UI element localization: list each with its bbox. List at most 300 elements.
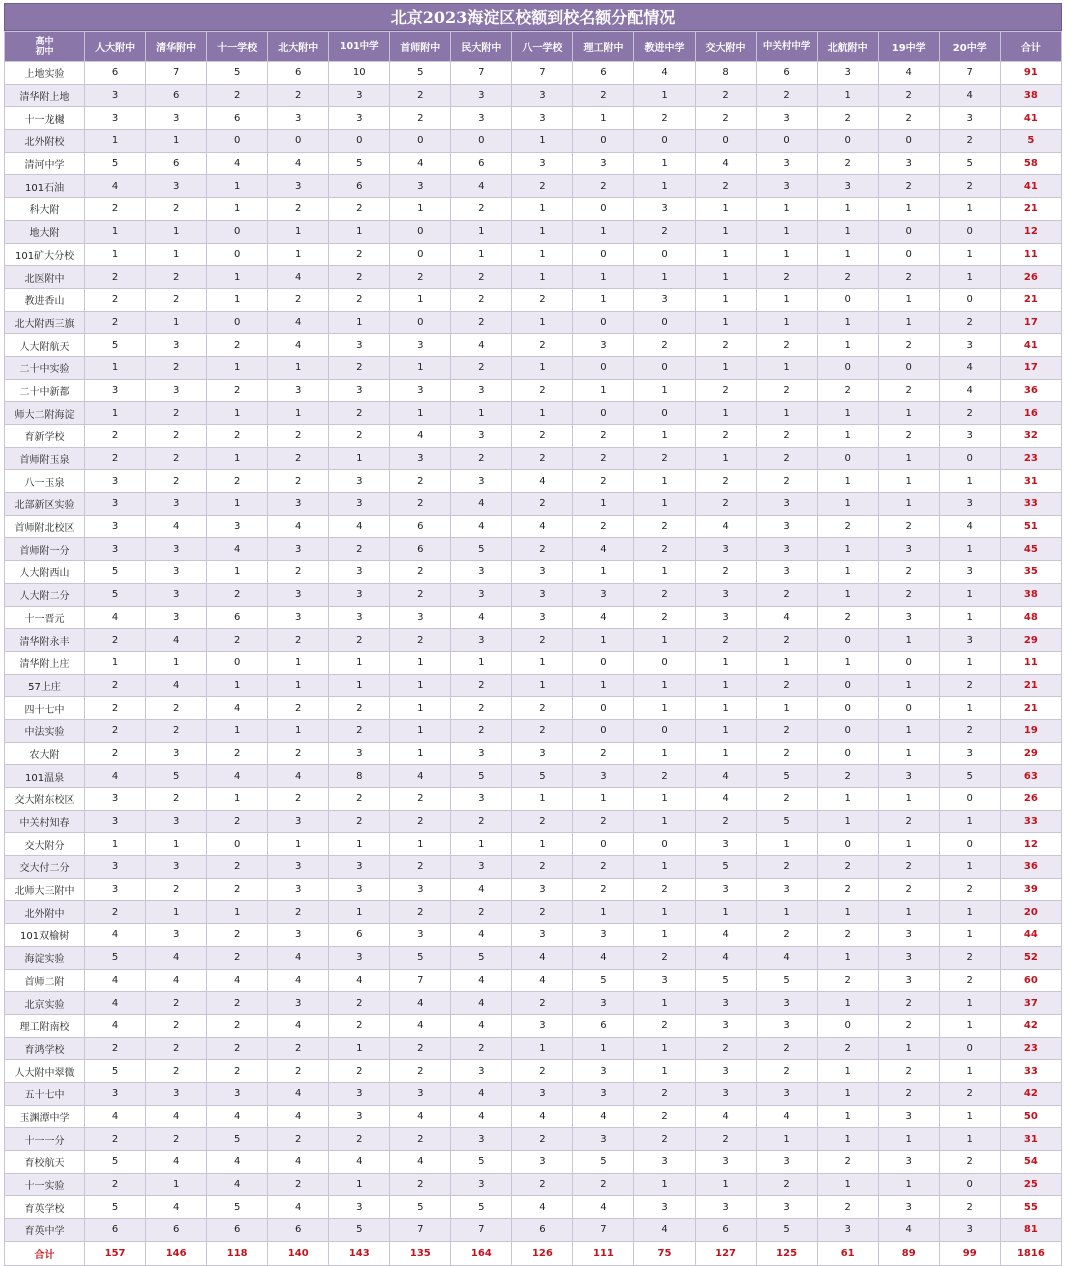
column-total-cell: 143	[329, 1241, 390, 1265]
column-header: 19中学	[878, 32, 939, 62]
quota-cell: 1	[451, 243, 512, 266]
quota-cell: 1	[634, 266, 695, 289]
quota-cell: 1	[573, 629, 634, 652]
quota-cell: 0	[207, 220, 268, 243]
quota-cell: 4	[939, 379, 1000, 402]
quota-cell: 4	[939, 356, 1000, 379]
quota-cell: 0	[817, 674, 878, 697]
column-total-cell: 75	[634, 1241, 695, 1265]
quota-cell: 2	[146, 1014, 207, 1037]
row-total-cell: 11	[1000, 243, 1061, 266]
quota-cell: 2	[695, 561, 756, 584]
quota-cell: 3	[329, 107, 390, 130]
column-total-cell: 111	[573, 1241, 634, 1265]
quota-cell: 4	[146, 946, 207, 969]
quota-cell: 3	[756, 992, 817, 1015]
quota-cell: 3	[268, 810, 329, 833]
quota-cell: 2	[695, 84, 756, 107]
row-total-cell: 44	[1000, 924, 1061, 947]
junior-school-name: 首师附一分	[5, 538, 85, 561]
quota-cell: 3	[146, 107, 207, 130]
quota-cell: 1	[939, 1128, 1000, 1151]
row-total-cell: 26	[1000, 788, 1061, 811]
quota-cell: 1	[695, 288, 756, 311]
table-row	[5, 697, 1062, 720]
quota-cell: 1	[817, 561, 878, 584]
quota-cell: 2	[756, 924, 817, 947]
quota-cell: 2	[451, 266, 512, 289]
quota-cell: 1	[329, 674, 390, 697]
junior-school-name: 人大附航天	[5, 334, 85, 357]
quota-cell: 4	[146, 1151, 207, 1174]
quota-cell: 1	[756, 901, 817, 924]
quota-cell: 3	[329, 84, 390, 107]
quota-cell: 2	[634, 107, 695, 130]
table-row	[5, 175, 1062, 198]
row-total-cell: 29	[1000, 742, 1061, 765]
quota-cell: 1	[207, 356, 268, 379]
quota-cell: 3	[878, 1105, 939, 1128]
junior-school-name: 北大附西三旗	[5, 311, 85, 334]
junior-school-name: 农大附	[5, 742, 85, 765]
quota-cell: 1	[634, 810, 695, 833]
quota-cell: 2	[695, 493, 756, 516]
quota-cell: 3	[573, 583, 634, 606]
junior-school-name: 101矿大分校	[5, 243, 85, 266]
quota-cell: 2	[634, 220, 695, 243]
quota-cell: 1	[573, 493, 634, 516]
junior-school-name: 人大附二分	[5, 583, 85, 606]
quota-cell: 2	[695, 334, 756, 357]
quota-cell: 4	[85, 969, 146, 992]
quota-cell: 3	[573, 1128, 634, 1151]
quota-cell: 1	[451, 833, 512, 856]
quota-cell: 6	[268, 1219, 329, 1242]
quota-cell: 1	[817, 1060, 878, 1083]
quota-cell: 4	[207, 969, 268, 992]
table-row	[5, 198, 1062, 221]
junior-school-name: 57上庄	[5, 674, 85, 697]
quota-cell: 3	[878, 1151, 939, 1174]
quota-cell: 3	[146, 379, 207, 402]
quota-cell: 2	[512, 1060, 573, 1083]
junior-school-name: 人大附中翠微	[5, 1060, 85, 1083]
column-total-cell: 135	[390, 1241, 451, 1265]
quota-cell: 3	[756, 1014, 817, 1037]
quota-cell: 4	[146, 629, 207, 652]
quota-cell: 2	[878, 992, 939, 1015]
quota-cell: 1	[390, 356, 451, 379]
table-row	[5, 334, 1062, 357]
quota-cell: 2	[634, 583, 695, 606]
quota-cell: 3	[390, 447, 451, 470]
quota-cell: 2	[207, 946, 268, 969]
row-total-cell: 33	[1000, 810, 1061, 833]
junior-school-name: 人大附西山	[5, 561, 85, 584]
column-header: 北大附中	[268, 32, 329, 62]
quota-cell: 0	[634, 130, 695, 153]
quota-cell: 1	[695, 220, 756, 243]
quota-cell: 5	[756, 810, 817, 833]
quota-cell: 3	[939, 493, 1000, 516]
quota-cell: 1	[573, 266, 634, 289]
quota-cell: 7	[451, 1219, 512, 1242]
quota-cell: 8	[329, 765, 390, 788]
quota-cell: 3	[268, 924, 329, 947]
quota-cell: 2	[451, 198, 512, 221]
quota-cell: 2	[329, 243, 390, 266]
junior-school-name: 交大附分	[5, 833, 85, 856]
quota-cell: 2	[390, 493, 451, 516]
quota-cell: 4	[146, 969, 207, 992]
column-total-cell: 127	[695, 1241, 756, 1265]
quota-cell: 6	[390, 538, 451, 561]
quota-cell: 1	[878, 1037, 939, 1060]
quota-cell: 2	[268, 425, 329, 448]
quota-cell: 2	[939, 130, 1000, 153]
quota-cell: 4	[146, 515, 207, 538]
quota-cell: 1	[390, 198, 451, 221]
quota-cell: 6	[390, 515, 451, 538]
quota-cell: 1	[634, 856, 695, 879]
row-total-cell: 36	[1000, 379, 1061, 402]
quota-cell: 1	[146, 130, 207, 153]
quota-cell: 1	[878, 788, 939, 811]
quota-cell: 0	[634, 311, 695, 334]
quota-cell: 1	[329, 1037, 390, 1060]
quota-cell: 0	[817, 130, 878, 153]
quota-cell: 3	[451, 470, 512, 493]
quota-cell: 2	[512, 901, 573, 924]
quota-cell: 4	[695, 924, 756, 947]
column-header: 民大附中	[451, 32, 512, 62]
quota-cell: 0	[939, 788, 1000, 811]
quota-cell: 3	[85, 515, 146, 538]
quota-cell: 1	[146, 901, 207, 924]
quota-cell: 0	[878, 697, 939, 720]
quota-cell: 1	[268, 220, 329, 243]
quota-cell: 2	[329, 198, 390, 221]
quota-cell: 4	[207, 1151, 268, 1174]
quota-cell: 2	[207, 992, 268, 1015]
quota-cell: 5	[85, 152, 146, 175]
quota-cell: 3	[634, 1196, 695, 1219]
quota-cell: 2	[939, 946, 1000, 969]
quota-cell: 3	[451, 84, 512, 107]
quota-cell: 1	[878, 901, 939, 924]
row-total-cell: 17	[1000, 356, 1061, 379]
quota-cell: 3	[85, 84, 146, 107]
quota-cell: 4	[512, 1196, 573, 1219]
quota-cell: 2	[756, 742, 817, 765]
row-total-cell: 63	[1000, 765, 1061, 788]
quota-cell: 7	[939, 62, 1000, 85]
quota-cell: 4	[268, 1196, 329, 1219]
row-total-cell: 32	[1000, 425, 1061, 448]
quota-cell: 0	[634, 651, 695, 674]
quota-cell: 1	[878, 629, 939, 652]
quota-cell: 4	[451, 924, 512, 947]
quota-cell: 1	[268, 719, 329, 742]
quota-cell: 1	[939, 198, 1000, 221]
row-total-cell: 21	[1000, 674, 1061, 697]
quota-cell: 6	[756, 62, 817, 85]
column-header: 中关村中学	[756, 32, 817, 62]
quota-cell: 3	[878, 152, 939, 175]
quota-cell: 2	[85, 1173, 146, 1196]
quota-cell: 4	[756, 1105, 817, 1128]
quota-cell: 2	[878, 425, 939, 448]
quota-cell: 0	[573, 198, 634, 221]
quota-cell: 1	[634, 425, 695, 448]
quota-cell: 1	[268, 356, 329, 379]
quota-cell: 2	[756, 447, 817, 470]
quota-cell: 2	[390, 1128, 451, 1151]
quota-cell: 3	[329, 1082, 390, 1105]
quota-cell: 2	[878, 583, 939, 606]
quota-cell: 2	[85, 1037, 146, 1060]
quota-cell: 1	[695, 356, 756, 379]
quota-cell: 3	[512, 606, 573, 629]
quota-cell: 5	[695, 969, 756, 992]
quota-cell: 4	[573, 606, 634, 629]
quota-cell: 4	[329, 515, 390, 538]
quota-cell: 1	[939, 901, 1000, 924]
quota-cell: 1	[512, 356, 573, 379]
quota-cell: 0	[817, 742, 878, 765]
quota-cell: 2	[85, 629, 146, 652]
quota-cell: 1	[817, 493, 878, 516]
quota-cell: 2	[207, 1037, 268, 1060]
quota-cell: 2	[146, 288, 207, 311]
quota-cell: 0	[573, 356, 634, 379]
table-row	[5, 833, 1062, 856]
quota-cell: 2	[146, 266, 207, 289]
quota-cell: 3	[512, 1014, 573, 1037]
quota-cell: 3	[573, 334, 634, 357]
quota-cell: 3	[390, 1082, 451, 1105]
quota-cell: 3	[329, 946, 390, 969]
quota-cell: 3	[512, 924, 573, 947]
quota-cell: 0	[451, 130, 512, 153]
quota-cell: 0	[939, 1037, 1000, 1060]
quota-cell: 1	[634, 992, 695, 1015]
quota-cell: 2	[207, 84, 268, 107]
junior-school-name: 北外附中	[5, 901, 85, 924]
table-row	[5, 1151, 1062, 1174]
quota-cell: 1	[207, 266, 268, 289]
quota-cell: 2	[695, 1128, 756, 1151]
column-total-cell: 126	[512, 1241, 573, 1265]
quota-cell: 2	[512, 425, 573, 448]
row-total-cell: 41	[1000, 107, 1061, 130]
quota-cell: 2	[512, 1128, 573, 1151]
quota-cell: 2	[268, 470, 329, 493]
quota-cell: 5	[207, 1128, 268, 1151]
quota-cell: 4	[268, 1105, 329, 1128]
quota-cell: 3	[512, 583, 573, 606]
quota-cell: 3	[756, 175, 817, 198]
quota-cell: 5	[451, 538, 512, 561]
quota-cell: 4	[268, 1014, 329, 1037]
quota-cell: 2	[268, 561, 329, 584]
column-header: 20中学	[939, 32, 1000, 62]
quota-cell: 4	[451, 515, 512, 538]
table-row	[5, 651, 1062, 674]
quota-cell: 2	[817, 515, 878, 538]
quota-cell: 0	[573, 651, 634, 674]
quota-cell: 1	[329, 1173, 390, 1196]
quota-cell: 3	[878, 969, 939, 992]
table-row	[5, 62, 1062, 85]
quota-cell: 2	[451, 674, 512, 697]
quota-cell: 3	[146, 583, 207, 606]
quota-cell: 2	[451, 356, 512, 379]
quota-cell: 4	[695, 152, 756, 175]
quota-cell: 2	[390, 901, 451, 924]
row-total-cell: 25	[1000, 1173, 1061, 1196]
quota-cell: 2	[329, 538, 390, 561]
quota-cell: 2	[207, 470, 268, 493]
quota-cell: 1	[756, 651, 817, 674]
quota-cell: 2	[939, 1082, 1000, 1105]
quota-cell: 8	[695, 62, 756, 85]
quota-cell: 1	[573, 1037, 634, 1060]
quota-cell: 4	[451, 1082, 512, 1105]
row-total-cell: 36	[1000, 856, 1061, 879]
row-total-cell: 60	[1000, 969, 1061, 992]
quota-cell: 5	[451, 1196, 512, 1219]
column-header: 理工附中	[573, 32, 634, 62]
quota-cell: 2	[329, 1060, 390, 1083]
quota-cell: 4	[695, 765, 756, 788]
table-row	[5, 606, 1062, 629]
quota-cell: 1	[695, 742, 756, 765]
quota-cell: 1	[756, 356, 817, 379]
quota-cell: 1	[878, 742, 939, 765]
table-row	[5, 1173, 1062, 1196]
quota-cell: 3	[146, 810, 207, 833]
quota-cell: 4	[695, 946, 756, 969]
quota-cell: 2	[817, 856, 878, 879]
quota-cell: 2	[817, 107, 878, 130]
quota-cell: 2	[329, 810, 390, 833]
quota-cell: 4	[85, 924, 146, 947]
quota-cell: 3	[146, 856, 207, 879]
quota-cell: 2	[756, 629, 817, 652]
row-total-cell: 12	[1000, 833, 1061, 856]
quota-cell: 4	[268, 152, 329, 175]
quota-cell: 1	[817, 651, 878, 674]
quota-cell: 4	[85, 175, 146, 198]
junior-school-name: 北师大三附中	[5, 878, 85, 901]
table-footer	[5, 1241, 1062, 1265]
row-total-cell: 38	[1000, 583, 1061, 606]
junior-school-name: 中关村知春	[5, 810, 85, 833]
quota-cell: 3	[85, 107, 146, 130]
quota-cell: 1	[268, 651, 329, 674]
quota-cell: 1	[939, 924, 1000, 947]
quota-cell: 3	[573, 1082, 634, 1105]
column-total-cell: 118	[207, 1241, 268, 1265]
table-row	[5, 84, 1062, 107]
quota-cell: 7	[451, 62, 512, 85]
quota-cell: 1	[878, 833, 939, 856]
row-total-cell: 20	[1000, 901, 1061, 924]
quota-cell: 1	[634, 561, 695, 584]
quota-cell: 2	[756, 1173, 817, 1196]
quota-cell: 4	[451, 493, 512, 516]
row-total-cell: 23	[1000, 447, 1061, 470]
quota-cell: 3	[695, 1060, 756, 1083]
quota-cell: 3	[85, 878, 146, 901]
quota-cell: 3	[939, 107, 1000, 130]
quota-cell: 1	[512, 130, 573, 153]
column-total-cell: 146	[146, 1241, 207, 1265]
quota-cell: 1	[146, 243, 207, 266]
quota-cell: 4	[756, 946, 817, 969]
quota-cell: 3	[878, 606, 939, 629]
quota-cell: 4	[451, 175, 512, 198]
quota-cell: 5	[207, 1196, 268, 1219]
quota-cell: 2	[146, 878, 207, 901]
quota-cell: 3	[817, 1219, 878, 1242]
quota-cell: 1	[939, 538, 1000, 561]
quota-cell: 4	[451, 1105, 512, 1128]
quota-cell: 2	[512, 697, 573, 720]
quota-cell: 2	[146, 198, 207, 221]
quota-cell: 0	[878, 130, 939, 153]
row-total-cell: 29	[1000, 629, 1061, 652]
junior-school-name: 中法实验	[5, 719, 85, 742]
row-total-cell: 37	[1000, 992, 1061, 1015]
quota-cell: 1	[390, 742, 451, 765]
quota-cell: 3	[939, 425, 1000, 448]
quota-cell: 2	[634, 878, 695, 901]
quota-cell: 1	[329, 651, 390, 674]
table-row	[5, 1219, 1062, 1242]
quota-cell: 2	[634, 1128, 695, 1151]
quota-cell: 1	[695, 198, 756, 221]
quota-cell: 4	[756, 606, 817, 629]
quota-cell: 4	[268, 311, 329, 334]
quota-cell: 1	[634, 629, 695, 652]
quota-cell: 2	[146, 1060, 207, 1083]
table-row	[5, 1014, 1062, 1037]
quota-cell: 3	[268, 992, 329, 1015]
quota-cell: 3	[512, 152, 573, 175]
quota-cell: 1	[756, 220, 817, 243]
quota-cell: 6	[146, 152, 207, 175]
quota-cell: 3	[329, 856, 390, 879]
quota-cell: 3	[695, 833, 756, 856]
quota-cell: 1	[878, 1128, 939, 1151]
footer-total-row	[5, 1241, 1062, 1265]
quota-cell: 1	[756, 311, 817, 334]
quota-cell: 4	[695, 1105, 756, 1128]
junior-school-name: 理工附南校	[5, 1014, 85, 1037]
quota-cell: 2	[939, 674, 1000, 697]
quota-cell: 2	[756, 334, 817, 357]
quota-cell: 1	[207, 447, 268, 470]
quota-cell: 4	[634, 1219, 695, 1242]
quota-cell: 7	[573, 1219, 634, 1242]
quota-cell: 4	[146, 1196, 207, 1219]
quota-cell: 4	[268, 266, 329, 289]
row-total-cell: 58	[1000, 152, 1061, 175]
quota-cell: 3	[85, 538, 146, 561]
quota-cell: 3	[939, 561, 1000, 584]
